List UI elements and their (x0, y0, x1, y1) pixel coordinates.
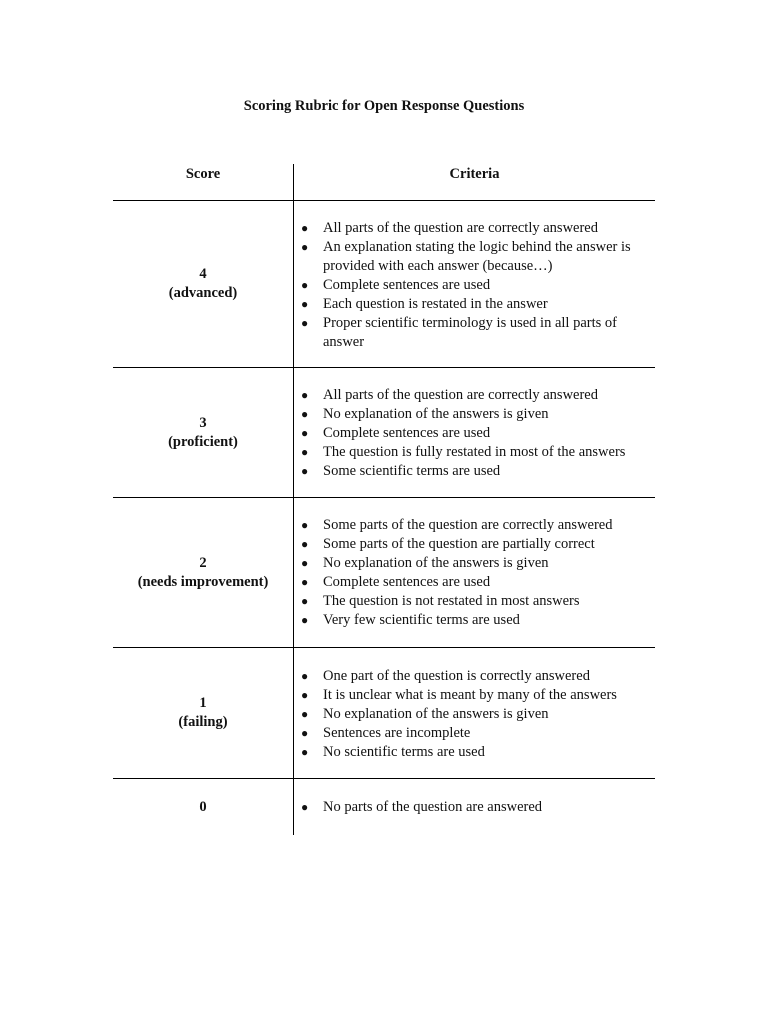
criteria-item: ● All parts of the question are correctly answered (301, 387, 598, 403)
score-cell-1 (113, 648, 293, 778)
criteria-item: ● Some parts of the question are partially correct (301, 536, 595, 552)
criteria-item: ● Complete sentences are used (301, 574, 491, 590)
bullet-icon: ● (301, 221, 309, 235)
criteria-list (294, 667, 655, 762)
criteria-cell-0 (294, 798, 655, 817)
bullet-icon: ● (301, 518, 309, 532)
score-value: 4 (199, 266, 207, 282)
bullet-icon: ● (301, 278, 309, 292)
criteria-item: ● Some parts of the question are correctly answered (301, 517, 613, 533)
criteria-item: ● One part of the question is correctly answered (301, 668, 590, 684)
score-value: 1 (199, 695, 207, 711)
criteria-list (294, 219, 655, 352)
score-value: 2 (199, 554, 207, 571)
score-cell-2 (113, 498, 293, 647)
criteria-item: ● The question is not restated in most answers (301, 593, 580, 609)
bullet-icon: ● (301, 707, 309, 721)
criteria-item: ● No explanation of the answers is given (301, 555, 549, 571)
bullet-icon: ● (301, 537, 309, 551)
score-cell-3 (113, 368, 293, 497)
score-level: (proficient) (168, 433, 238, 450)
score-value: 0 (199, 798, 207, 815)
bullet-icon: ● (301, 594, 309, 608)
document-title: Scoring Rubric for Open Response Questions (243, 98, 525, 114)
criteria-item: ● It is unclear what is meant by many of the answers (301, 687, 617, 703)
criteria-list (294, 798, 655, 817)
score-cell-4 (113, 201, 293, 367)
criteria-cell-3 (294, 386, 655, 481)
bullet-icon: ● (301, 240, 309, 254)
bullet-icon: ● (301, 669, 309, 683)
bullet-icon: ● (301, 445, 309, 459)
criteria-list (294, 386, 655, 481)
criteria-item: ● Each question is restated in the answer (301, 296, 548, 312)
criteria-cell-4 (294, 219, 655, 352)
criteria-item: ● No explanation of the answers is given (301, 706, 549, 722)
criteria-item: ● No scientific terms are used (301, 744, 485, 760)
score-level: (advanced) (168, 285, 238, 301)
bullet-icon: ● (301, 316, 309, 330)
bullet-icon: ● (301, 556, 309, 570)
score-value: 3 (199, 414, 207, 431)
criteria-list (294, 516, 655, 630)
score-level: (needs improvement) (137, 573, 269, 590)
criteria-item: ● An explanation stating the logic behind the answer is provided with each answer (because…) (301, 239, 631, 274)
bullet-icon: ● (301, 688, 309, 702)
criteria-item: ● Complete sentences are used (301, 277, 491, 293)
bullet-icon: ● (301, 726, 309, 740)
bullet-icon: ● (301, 613, 309, 627)
criteria-item: ● No explanation of the answers is given (301, 406, 549, 422)
bullet-icon: ● (301, 426, 309, 440)
bullet-icon: ● (301, 464, 309, 478)
criteria-column-header: Criteria (449, 166, 500, 182)
criteria-item: ● No parts of the question are answered (301, 799, 543, 815)
score-column-header: Score (185, 166, 221, 182)
bullet-icon: ● (301, 800, 309, 814)
criteria-cell-1 (294, 667, 655, 762)
bullet-icon: ● (301, 297, 309, 311)
criteria-item: ● Sentences are incomplete (301, 725, 471, 741)
criteria-item: ● Complete sentences are used (301, 425, 491, 441)
score-cell-0 (113, 779, 293, 835)
bullet-icon: ● (301, 388, 309, 402)
criteria-item: ● Some scientific terms are used (301, 463, 501, 479)
criteria-cell-2 (294, 516, 655, 630)
score-level: (failing) (178, 714, 228, 730)
criteria-item: ● Very few scientific terms are used (301, 612, 520, 628)
bullet-icon: ● (301, 745, 309, 759)
bullet-icon: ● (301, 575, 309, 589)
criteria-item: ● The question is fully restated in most of the answers (301, 444, 626, 460)
bullet-icon: ● (301, 407, 309, 421)
criteria-item: ● Proper scientific terminology is used in all parts of answer (301, 315, 617, 350)
criteria-item: ● All parts of the question are correctly answered (301, 220, 598, 236)
